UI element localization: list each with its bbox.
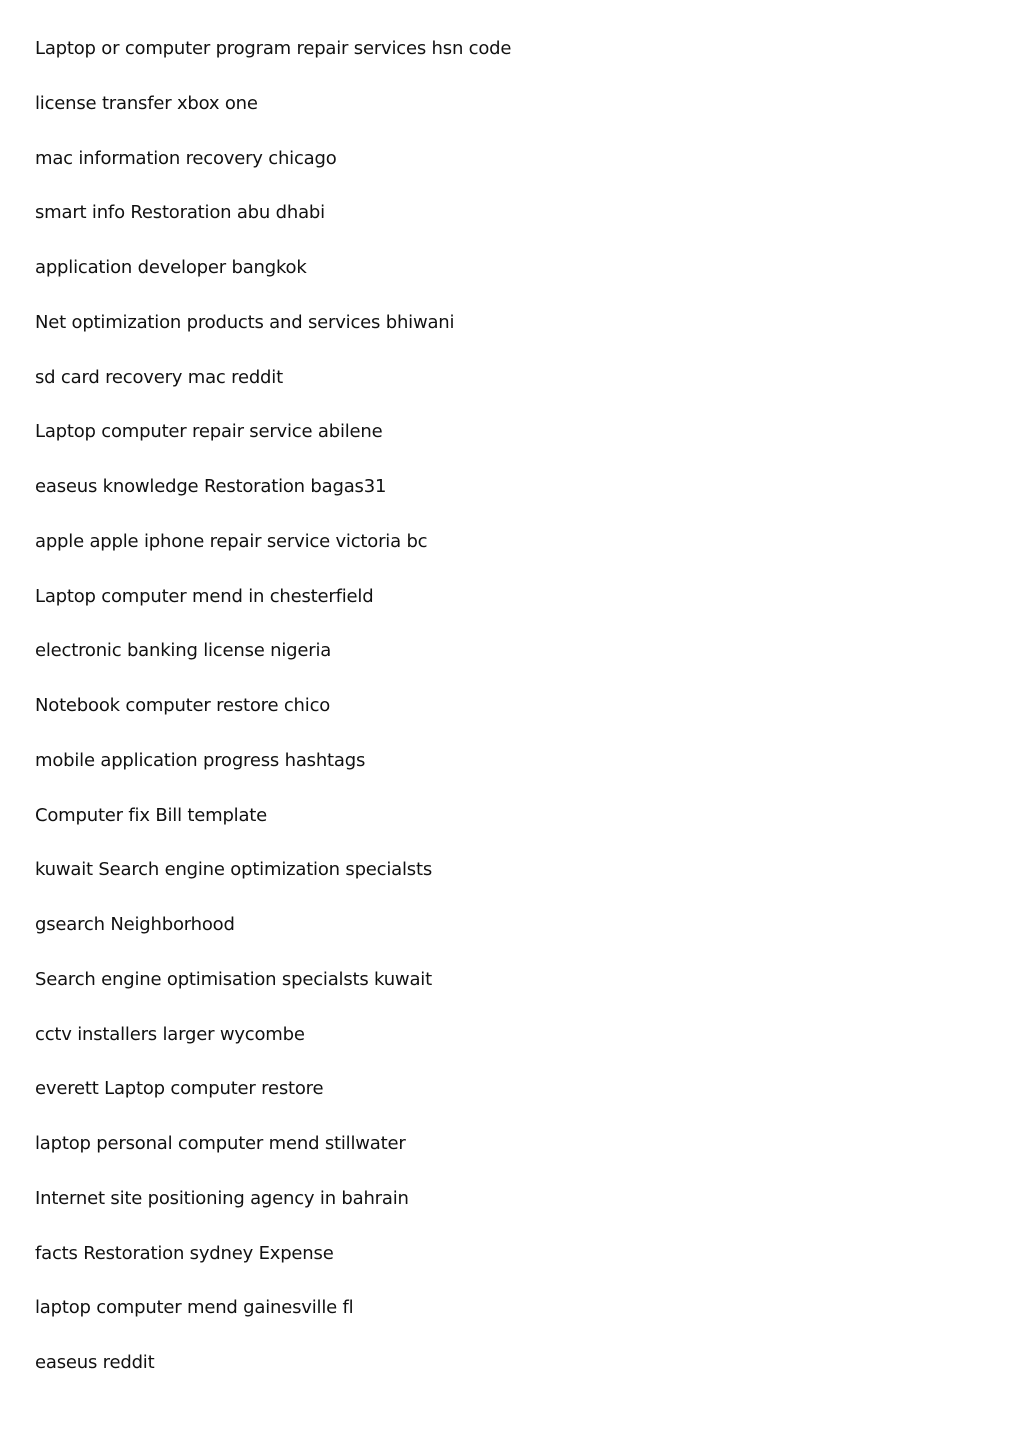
text-line: laptop computer mend gainesville fl bbox=[35, 1297, 354, 1319]
text-line: application developer bangkok bbox=[35, 257, 307, 278]
text-line: Laptop computer repair service abilene bbox=[35, 421, 383, 443]
text-line: easeus reddit bbox=[35, 1352, 155, 1373]
text-line: everett Laptop computer restore bbox=[35, 1078, 324, 1100]
text-line: license transfer xbox one bbox=[35, 92, 258, 114]
text-line: Computer fix Bill template bbox=[35, 804, 268, 826]
text-line: Laptop or computer program repair services hsn code bbox=[35, 38, 512, 59]
text-line: sd card recovery mac reddit bbox=[35, 366, 283, 388]
text-line: Laptop computer mend in chesterfield bbox=[35, 585, 374, 607]
text-line: kuwait Search engine optimization specialsts bbox=[35, 859, 433, 881]
text-line-list bbox=[35, 36, 511, 1405]
text-line: Net optimization products and services bhiwani bbox=[35, 311, 455, 333]
text-line: cctv installers larger wycombe bbox=[35, 1023, 305, 1045]
text-line: apple apple iphone repair service victoria bc bbox=[35, 530, 428, 552]
text-line: Notebook computer restore chico bbox=[35, 695, 331, 716]
text-line: mobile application progress hashtags bbox=[35, 749, 366, 771]
text-line: facts Restoration sydney Expense bbox=[35, 1242, 334, 1264]
text-line: easeus knowledge Restoration bagas31 bbox=[35, 476, 387, 497]
text-line: Search engine optimisation specialsts kuwait bbox=[35, 968, 432, 990]
text-line: Internet site positioning agency in bahrain bbox=[35, 1187, 409, 1209]
text-line: electronic banking license nigeria bbox=[35, 640, 332, 662]
text-line: mac information recovery chicago bbox=[35, 147, 337, 169]
text-line: smart info Restoration abu dhabi bbox=[35, 202, 325, 224]
text-line: gsearch Neighborhood bbox=[35, 914, 235, 935]
text-line: laptop personal computer mend stillwater bbox=[35, 1133, 406, 1154]
